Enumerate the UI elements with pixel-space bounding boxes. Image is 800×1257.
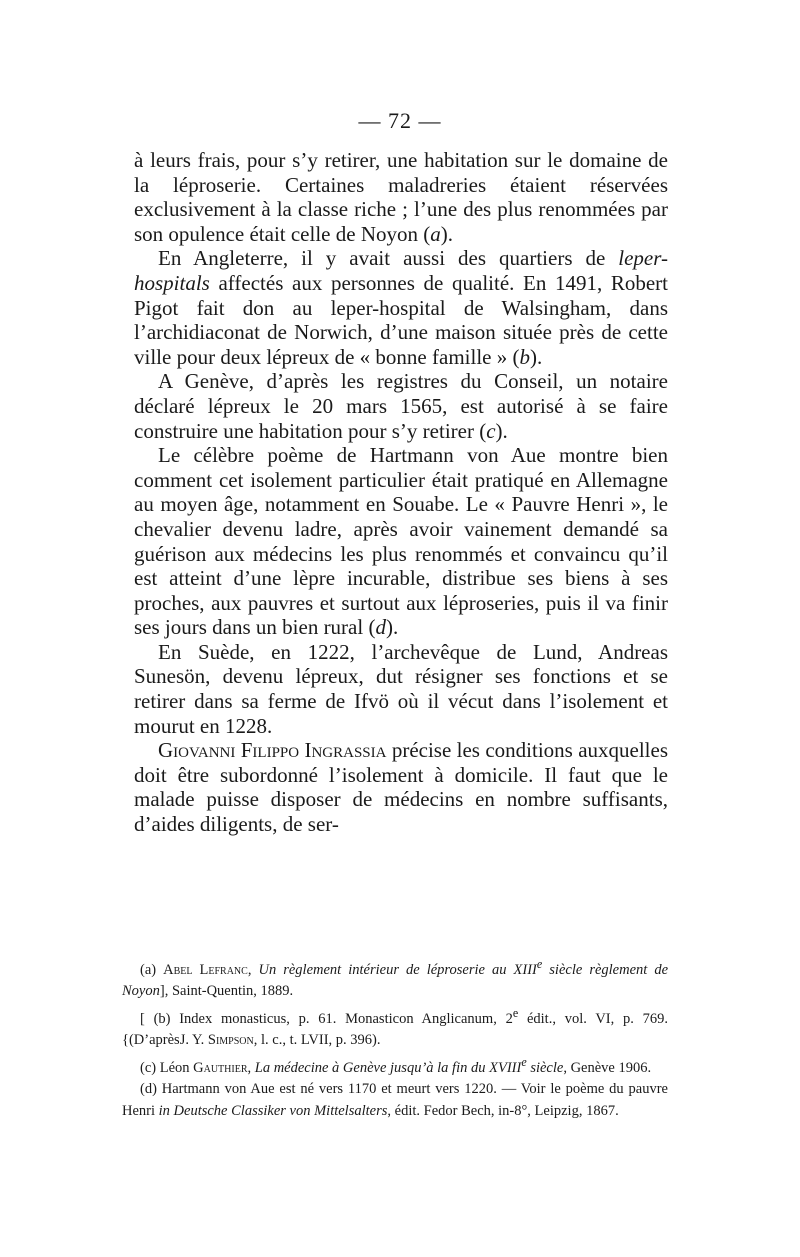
footnote-author: J. Y. Simpson (179, 1032, 254, 1049)
footnote-text: , (247, 961, 259, 978)
footnote-ref-a: a (430, 221, 441, 246)
footnote-author: Gauthier (193, 1059, 248, 1076)
paragraph-suede (134, 640, 668, 738)
paragraph-angleterre (134, 246, 668, 369)
paragraph-text: affectés aux personnes de qualité. En 1491, Robert Pigot fait don au leper-hospital de Walsingham, dans l’archidiaconat de Norwich, d’une maison située près de cette ville pour deux lépreux de « bonne famille » ( (134, 270, 668, 369)
footnote-ref-c: c (486, 418, 496, 443)
footnote-title: siècle règlement de Noyon (122, 961, 669, 1000)
footnote-author: Abel Lefranc (163, 961, 248, 978)
paragraph-ingrassia (134, 738, 668, 836)
author-name: Giovanni Filippo Ingrassia (158, 738, 387, 763)
footnote-text: édit., vol. VI, p. 769.{(D’après (122, 1010, 669, 1049)
footnote-title: siècle (526, 1059, 564, 1076)
footnote-text: , l. c., t. LVII, p. 396). (253, 1032, 381, 1049)
footnote-text: , Genève 1906. (563, 1059, 652, 1076)
footnote-text: [ (b) Index monasticus, p. 61. Monasticon Anglicanum, 2 (140, 1010, 513, 1027)
footnote-c (122, 1052, 668, 1079)
paragraph-text: En Angleterre, il y avait aussi des quartiers de (158, 246, 619, 271)
footnote-ref-b: b (519, 344, 530, 369)
italic-term: leper-hospitals (134, 246, 668, 295)
paragraph-text: ). (385, 615, 399, 640)
footnote-text: ], Saint-Quentin, 1889. (159, 983, 294, 1000)
paragraph-text: ). (529, 344, 543, 369)
footnote-title: Un règlement intérieur de léproserie au XIII (258, 961, 537, 978)
paragraph-text: En Suède, en 1222, l’archevêque de Lund, Andreas Sunesön, devenu lépreux, dut résigner ses fonctions et se retirer dans sa ferme de Ifvö où il vécut dans l’isolement et mourut en 1228. (134, 639, 668, 738)
footnote-a (122, 954, 668, 1003)
footnote-d (122, 1079, 668, 1122)
paragraph-text: Le célèbre poème de Hartmann von Aue montre bien comment cet isolement particulier était pratiqué en Allemagne au moyen âge, notamment en Souabe. Le « Pauvre Henri », le chevalier devenu ladre, après avoir vainement demandé sa guérison aux médecins les plus renommés et convaincu qu’il est atteint d’une lèpre incurable, distribue ses biens à ses proches, aux pauvres et surtout aux léproseries, puis il va finir ses jours dans un bien rural ( (134, 443, 668, 640)
footnote-ref-d: d (375, 615, 386, 640)
footnote-title: La médecine à Genève jusqu’à la fin du XVIII (254, 1059, 522, 1076)
paragraph-text: précise les conditions auxquelles doit être subordonné l’isolement à domicile. Il faut que le malade puisse disposer de médecins en nombre suffisants, d’aides diligents, de ser- (134, 738, 668, 837)
footnote-title: in Deutsche Classiker von Mittelsalters (158, 1103, 388, 1120)
footnote-text: (d) Hartmann von Aue est né vers 1170 et meurt vers 1220. — Voir le poème du pauvre Henri (122, 1081, 668, 1120)
footnote-b (122, 1003, 668, 1052)
paragraph-text: ). (440, 221, 453, 246)
footnote-text: (a) (140, 961, 164, 978)
paragraph-geneve (134, 369, 668, 443)
footnote-text: (c) Léon (140, 1059, 194, 1076)
footnote-superscript: e (536, 957, 543, 971)
page-number: — 72 — (358, 108, 442, 133)
paragraph-hartmann (134, 443, 668, 640)
paragraph-text: ). (495, 418, 508, 443)
footnote-superscript: e (512, 1006, 519, 1021)
body-text (134, 148, 668, 837)
paragraph-text: A Genève, d’après les registres du Conseil, un notaire déclaré lépreux le 20 mars 1565, est autorisé à se faire construire une habitation pour s’y retirer ( (134, 369, 668, 443)
footnote-text: , édit. Fedor Bech, in-8°, Leipzig, 1867. (387, 1103, 619, 1120)
footnote-text: , (247, 1059, 255, 1076)
footnote-superscript: e (521, 1055, 527, 1070)
paragraph-text: à leurs frais, pour s’y retirer, une habitation sur le domaine de la léproserie. Certaines maladreries étaient réservées exclusivement à la classe riche ; l’une des plus renommées par son opulence était celle de Noyon ( (134, 148, 668, 246)
footnotes (122, 954, 668, 1123)
paragraph-noyon (134, 148, 668, 246)
